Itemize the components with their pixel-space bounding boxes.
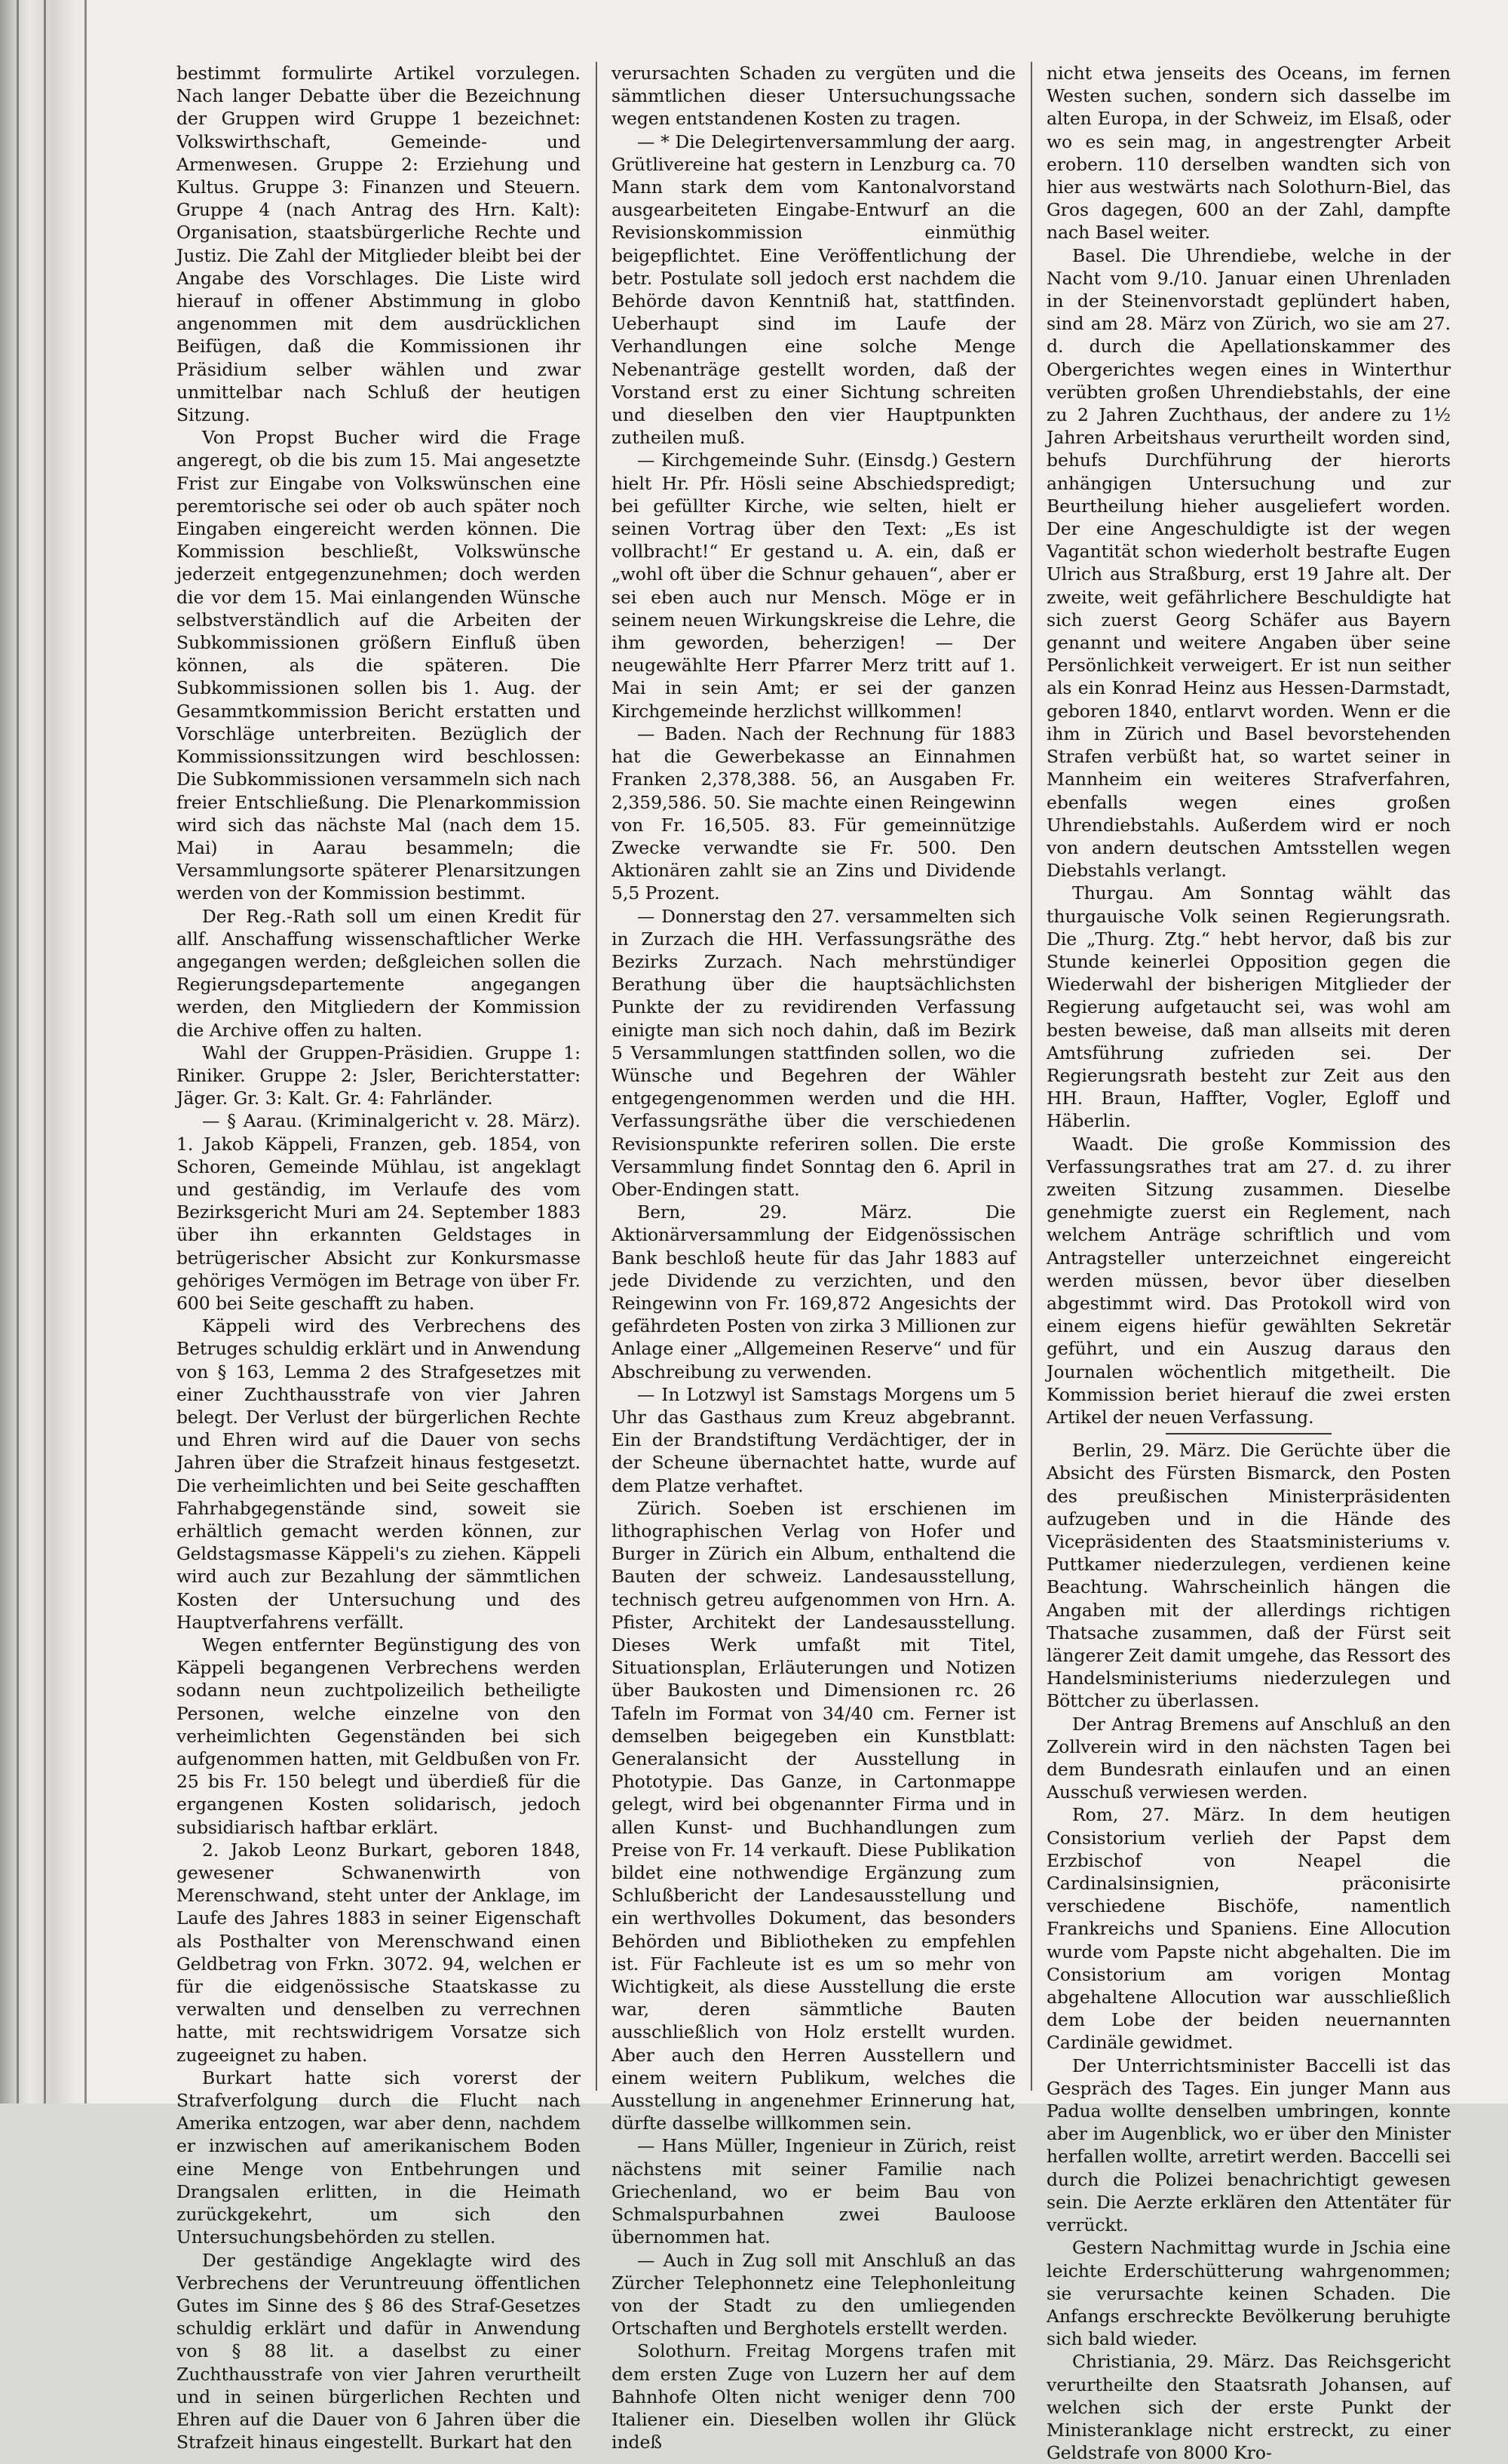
article-paragraph: Gestern Nachmittag wurde in Jschia eine leichte Erderschütterung wahrgenommen; sie verursachte keinen Schaden. Die Anfangs erschreckte Bevölkerung beruhigte sich bald wieder. [1047,2237,1451,2350]
column-left [176,62,581,2453]
column-rule [596,62,597,2091]
article-paragraph: Basel. Die Uhrendiebe, welche in der Nacht vom 9./10. Januar einen Uhrenladen in der Steinenvorstadt geplündert haben, sind am 28. März von Zürich, wo sie am 27. d. durch die Apellationskammer des Obergerichtes wegen eines in Winterthur verübten großen Uhrendiebstahls, der eine zu 2 Jahren Zuchthaus, der andere zu 1½ Jahren Arbeitshaus verurtheilt worden sind, behufs Durchführung der hierorts anhängigen Untersuchung und zur Beurtheilung hieher ausgeliefert worden. Der eine Angeschuldigte ist der wegen Vagantität schon wiederholt bestrafte Eugen Ulrich aus Straßburg, erst 19 Jahre alt. Der zweite, weit gefährlichere Beschuldigte hat sich zuerst Georg Schäfer aus Bayern genannt und weitere Angaben über seine Persönlichkeit verweigert. Er ist nun seither als ein Konrad Heinz aus Hessen-Darmstadt, geboren 1840, entlarvt worden. Wenn er die ihm in Zürich und Basel bevorstehenden Strafen verbüßt hat, so wartet seiner in Mannheim ein weiteres Strafverfahren, ebenfalls wegen eines großen Uhrendiebstahls. Außerdem wird er noch von andern deutschen Amtsstellen wegen Diebstahls verlangt. [1047,244,1451,882]
article-paragraph: Burkart hatte sich vorerst der Strafverfolgung durch die Flucht nach Amerika entzogen, war aber denn, nachdem er inzwischen auf amerikanischem Boden eine Menge von Entbehrungen und Drangsalen erlitten, in die Heimath zurückgekehrt, um sich den Untersuchungsbehörden zu stellen. [176,2067,581,2248]
binding-line [44,0,46,2103]
article-paragraph: Der Antrag Bremens auf Anschluß an den Zollverein wird in den nächsten Tagen bei dem Bundesrath einlaufen und an einen Ausschuß verwiesen werden. [1047,1713,1451,1803]
article-paragraph: Zürich. Soeben ist erschienen im lithographischen Verlag von Hofer und Burger in Zürich ein Album, enthaltend die Bauten der schweiz. Landesausstellung, technisch getreu aufgenommen von Hrn. A. Pfister, Architekt der Landesausstellung. Dieses Werk umfaßt mit Titel, Situationsplan, Erläuterungen und Notizen über Baukosten und Dimensionen rc. 26 Tafeln im Format von 34/40 cm. Ferner ist demselben beigegeben ein Kunstblatt: Generalansicht der Ausstellung in Phototypie. Das Ganze, in Cartonmappe gelegt, wird bei obgenannter Firma und in allen Kunst- und Buchhandlungen zum Preise von Fr. 14 verkauft. Diese Publikation bildet eine nothwendige Ergänzung zum Schlußbericht der Landesausstellung und ein werthvolles Dokument, das besonders Behörden und Bibliotheken zu empfehlen ist. Für Fachleute ist es um so mehr von Wichtigkeit, als diese Ausstellung die erste war, deren sämmtliche Bauten ausschließlich von Holz erstellt wurden. Aber auch den Herren Ausstellern und einem weitern Publikum, welches die Ausstellung in angenehmer Erinnerung hat, dürfte dasselbe willkommen sein. [611,1497,1016,2134]
article-paragraph: Waadt. Die große Kommission des Verfassungsrathes trat am 27. d. zu ihrer zweiten Sitzung zusammen. Dieselbe genehmigte zuerst ein Reglement, nach welchem Anträge schriftlich und vom Antragsteller unterzeichnet eingereicht werden müssen, bevor über dieselben abgestimmt wird. Das Protokoll wird von einem eigens hiefür gewählten Sekretär geführt, und ein Auszug daraus den Journalen wöchentlich mitgetheilt. Die Kommission beriet hierauf die zwei ersten Artikel der neuen Verfassung. [1047,1133,1451,1428]
article-paragraph: Thurgau. Am Sonntag wählt das thurgauische Volk seinen Regierungsrath. Die „Thurg. Ztg.“ hebt hervor, daß bis zur Stunde keinerlei Opposition gegen die Wiederwahl der bisherigen Mitglieder der Regierung aufgetaucht sei, was wohl am besten beweise, daß man allseits mit deren Amtsführung zufrieden sei. Der Regierungsrath besteht zur Zeit aus den HH. Braun, Haffter, Vogler, Egloff und Häberlin. [1047,882,1451,1132]
article-paragraph: Wahl der Gruppen-Präsidien. Gruppe 1: Riniker. Gruppe 2: Jsler, Berichterstatter: Jäger. Gr. 3: Kalt. Gr. 4: Fahrländer. [176,1042,581,1109]
article-paragraph: nicht etwa jenseits des Oceans, im fernen Westen suchen, sondern sich dasselbe im alten Europa, in der Schweiz, im Elsaß, oder wo es sein mag, in angestrengter Arbeit erobern. 110 derselben wandten sich von hier aus westwärts nach Solothurn-Biel, das Gros dagegen, 600 an der Zahl, dampfte nach Basel weiter. [1047,63,1451,244]
article-paragraph: Der Unterrichtsminister Baccelli ist das Gespräch des Tages. Ein junger Mann aus Padua wollte denselben umbringen, konnte aber im Augenblick, wo er über den Minister herfallen wollte, arretirt werden. Baccelli sei durch die Polizei benachrichtigt gewesen sein. Die Aerzte erklären den Attentäter für verrückt. [1047,2054,1451,2236]
article-paragraph: — Baden. Nach der Rechnung für 1883 hat die Gewerbekasse an Einnahmen Franken 2,378,388. 56, an Ausgaben Fr. 2,359,586. 50. Sie machte einen Reingewinn von Fr. 16,505. 83. Für gemeinnützige Zwecke verwandte sie Fr. 500. Den Aktionären zahlt sie an Zins und Dividende 5,5 Prozent. [611,723,1016,904]
article-paragraph: Wegen entfernter Begünstigung des von Käppeli begangenen Verbrechens werden sodann neun zuchtpolizeilich betheiligte Personen, welche einzelne von den verheimlichten Gegenständen bei sich aufgenommen hatten, mit Geldbußen von Fr. 25 bis Fr. 150 belegt und überdieß für die ergangenen Kosten solidarisch, jedoch subsidiarisch haftbar erklärt. [176,1634,581,1838]
article-paragraph: Käppeli wird des Verbrechens des Betruges schuldig erklärt und in Anwendung von § 163, Lemma 2 des Strafgesetzes mit einer Zuchthausstrafe von vier Jahren belegt. Der Verlust der bürgerlichen Rechte und Ehren wird auf die Dauer von sechs Jahren über die Strafzeit hinaus festgesetzt. Die verheimlichten und bei Seite geschafften Fahrhabgegenstände sind, soweit sie erhältlich gemacht werden können, zur Geldstagsmasse Käppeli's zu ziehen. Käppeli wird auch zur Bezahlung der sämmtlichen Kosten der Untersuchung und des Hauptverfahrens verfällt. [176,1315,581,1633]
article-paragraph: 2. Jakob Leonz Burkart, geboren 1848, gewesener Schwanenwirth von Merenschwand, steht unter der Anklage, im Laufe des Jahres 1883 in seiner Eigenschaft als Posthalter von Merenschwand einen Geldbetrag von Frkn. 3072. 94, welchen er für die eidgenössische Staatskasse zu verwalten und denselben zu verrechnen hatte, mit rechtswidrigem Vorsatze sich zugeeignet zu haben. [176,1839,581,2066]
article-paragraph: — * Die Delegirtenversammlung der aarg. Grütlivereine hat gestern in Lenzburg ca. 70 Mann stark dem vom Kantonalvorstand ausgearbeiteten Eingabe-Entwurf an die Revisionskommission einmüthig beigepflichtet. Eine Veröffentlichung der betr. Postulate soll jedoch erst nachdem die Behörde davon Kenntniß hat, stattfinden. Ueberhaupt sind im Laufe der Verhandlungen eine solche Menge Nebenanträge gestellt worden, daß der Vorstand erst zu einer Sichtung schreiten und dieselben den vier Hauptpunkten zutheilen muß. [611,130,1016,449]
binding-edge [0,0,90,2103]
article-paragraph: Der Reg.-Rath soll um einen Kredit für allf. Anschaffung wissenschaftlicher Werke angegangen werden; deßgleichen sollen die Regierungsdepartemente angegangen werden, den Mitgliedern der Kommission die Archive offen zu halten. [176,905,581,1041]
article-paragraph: Der geständige Angeklagte wird des Verbrechens der Veruntreuung öffentlichen Gutes im Sinne des § 86 des Straf-Gesetzes schuldig erklärt und dafür in Anwendung von § 88 lit. a daselbst zu einer Zuchthausstrafe von vier Jahren verurtheilt und in seinen bürgerlichen Rechten und Ehren auf die Dauer von 6 Jahren über die Strafzeit hinaus eingestellt. Burkart hat den [176,2249,581,2453]
article-paragraph: — Kirchgemeinde Suhr. (Einsdg.) Gestern hielt Hr. Pfr. Hösli seine Abschiedspredigt; bei gefüllter Kirche, wie selten, hielt er seinen Vortrag über den Text: „Es ist vollbracht!“ Er gestand u. A. ein, daß er „wohl oft über die Schnur gehauen“, aber er sei eben auch nur Mensch. Möge er in seinem neuen Wirkungskreise die Lehre, die ihm geworden, beherzigen! — Der neugewählte Herr Pfarrer Merz tritt auf 1. Mai in sein Amt; er sei der ganzen Kirchgemeinde herzlichst willkommen! [611,450,1016,722]
article-paragraph: — In Lotzwyl ist Samstags Morgens um 5 Uhr das Gasthaus zum Kreuz abgebrannt. Ein der Brandstiftung Verdächtiger, der in der Scheune übernachtet hatte, wurde auf dem Platze verhaftet. [611,1383,1016,1496]
article-paragraph: Solothurn. Freitag Morgens trafen mit dem ersten Zuge von Luzern her auf dem Bahnhofe Olten nicht weniger denn 700 Italiener ein. Dieselben wollen ihr Glück indeß [611,2340,1016,2453]
binding-line [84,0,87,2103]
binding-line [17,0,19,2103]
article-paragraph: bestimmt formulirte Artikel vorzulegen. Nach langer Debatte über die Bezeichnung der Gruppen wird Gruppe 1 bezeichnet: Volkswirthschaft, Gemeinde- und Armenwesen. Gruppe 2: Erziehung und Kultus. Gruppe 3: Finanzen und Steuern. Gruppe 4 (nach Antrag des Hrn. Kalt): Organisation, staatsbürgerliche Rechte und Justiz. Die Zahl der Mitglieder bleibt bei der Angabe des Vorschlages. Die Liste wird hierauf in offener Abstimmung in globo angenommen mit dem ausdrücklichen Beifügen, daß die Kommissionen ihr Präsidium selber wählen und zwar unmittelbar nach Schluß der heutigen Sitzung. [176,63,581,426]
article-paragraph: Bern, 29. März. Die Aktionärversammlung der Eidgenössischen Bank beschloß heute für das Jahr 1883 auf jede Dividende zu verzichten, und den Reingewinn von Fr. 169,872 Angesichts der gefährdeten Posten von zirka 3 Millionen zur Anlage einer „Allgemeinen Reserve“ und für Abschreibung zu verwenden. [611,1201,1016,1382]
article-paragraph: Berlin, 29. März. Die Gerüchte über die Absicht des Fürsten Bismarck, den Posten des preußischen Ministerpräsidenten aufzugeben und in die Hände des Vicepräsidenten des Staatsministeriums v. Puttkamer niederzulegen, verdienen keine Beachtung. Wahrscheinlich hängen die Angaben mit der allerdings richtigen Thatsache zusammen, daß der Fürst seit längerer Zeit damit umgehe, das Ressort des Handelsministeriums niederzulegen und Böttcher zu überlassen. [1047,1440,1451,1712]
article-paragraph: Von Propst Bucher wird die Frage angeregt, ob die bis zum 15. Mai angesetzte Frist zur Eingabe von Volkswünschen eine peremtorische sei oder ob auch später noch Eingaben eingereicht werden können. Die Kommission beschließt, Volkswünsche jederzeit entgegenzunehmen; doch werden die vor dem 15. Mai einlangenden Wünsche selbstverständlich auf die Arbeiten der Subkommissionen größern Einfluß üben können, als die späteren. Die Subkommissionen sollen bis 1. Aug. der Gesammtkommission Bericht erstatten und Vorschläge unterbreiten. Bezüglich der Kommissionssitzungen wird beschlossen: Die Subkommissionen versammeln sich nach freier Entschließung. Die Plenarkommission wird sich das nächste Mal (nach dem 15. Mai) in Aarau besammeln; die Versammlungsorte späterer Plenarsitzungen werden von der Kommission bestimmt. [176,427,581,904]
article-paragraph: Christiania, 29. März. Das Reichsgericht verurtheilte den Staatsrath Johansen, auf welchen sich der erste Punkt der Ministeranklage nicht erstreckt, zu einer Geldstrafe von 8000 Kro- [1047,2351,1451,2464]
article-paragraph: — Auch in Zug soll mit Anschluß an das Zürcher Telephonnetz eine Telephonleitung von der Stadt zu den umliegenden Ortschaften und Berghotels erstellt werden. [611,2249,1016,2340]
column-right [1047,62,1451,2464]
column-middle [611,62,1016,2453]
article-paragraph: verursachten Schaden zu vergüten und die sämmtlichen dieser Untersuchungssache wegen entstandenen Kosten zu tragen. [611,63,1016,130]
article-paragraph: — Hans Müller, Ingenieur in Zürich, reist nächstens mit seiner Familie nach Griechenland, wo er beim Bau von Schmalspurbahnen zwei Bauloose übernommen hat. [611,2135,1016,2248]
column-rule [1031,62,1032,2091]
article-paragraph: — Donnerstag den 27. versammelten sich in Zurzach die HH. Verfassungsräthe des Bezirks Zurzach. Nach mehrstündiger Berathung über die hauptsächlichsten Punkte der zu revidirenden Verfassung einigte man sich noch dahin, daß im Bezirk 5 Versammlungen stattfinden sollen, wo die Wünsche und Begehren der Wähler entgegengenommen werden und die HH. Verfassungsräthe über die verschiedenen Revisionspunkte referiren sollen. Die erste Versammlung findet Sonntag den 6. April in Ober-Endingen statt. [611,905,1016,1200]
article-paragraph: Rom, 27. März. In dem heutigen Consistorium verlieh der Papst dem Erzbischof von Neapel die Cardinalsinsignien, präconisirte verschiedene Bischöfe, namentlich Frankreichs und Spaniens. Eine Allocution wurde vom Papste nicht abgehalten. Die im Consistorium am vorigen Montag abgehaltene Allocution war ausschließlich dem Lobe der beiden neuernannten Cardinäle gewidmet. [1047,1804,1451,2054]
text-columns [166,62,1463,2464]
section-divider [1166,1433,1332,1435]
article-paragraph: — § Aarau. (Kriminalgericht v. 28. März). 1. Jakob Käppeli, Franzen, geb. 1854, von Schoren, Gemeinde Mühlau, ist angeklagt und geständig, im Verlaufe des vom Bezirksgericht Muri am 24. September 1883 über ihn erkannten Geldstages in betrügerischer Absicht zur Konkursmasse gehöriges Vermögen im Betrage von über Fr. 600 bei Seite geschafft zu haben. [176,1110,581,1314]
